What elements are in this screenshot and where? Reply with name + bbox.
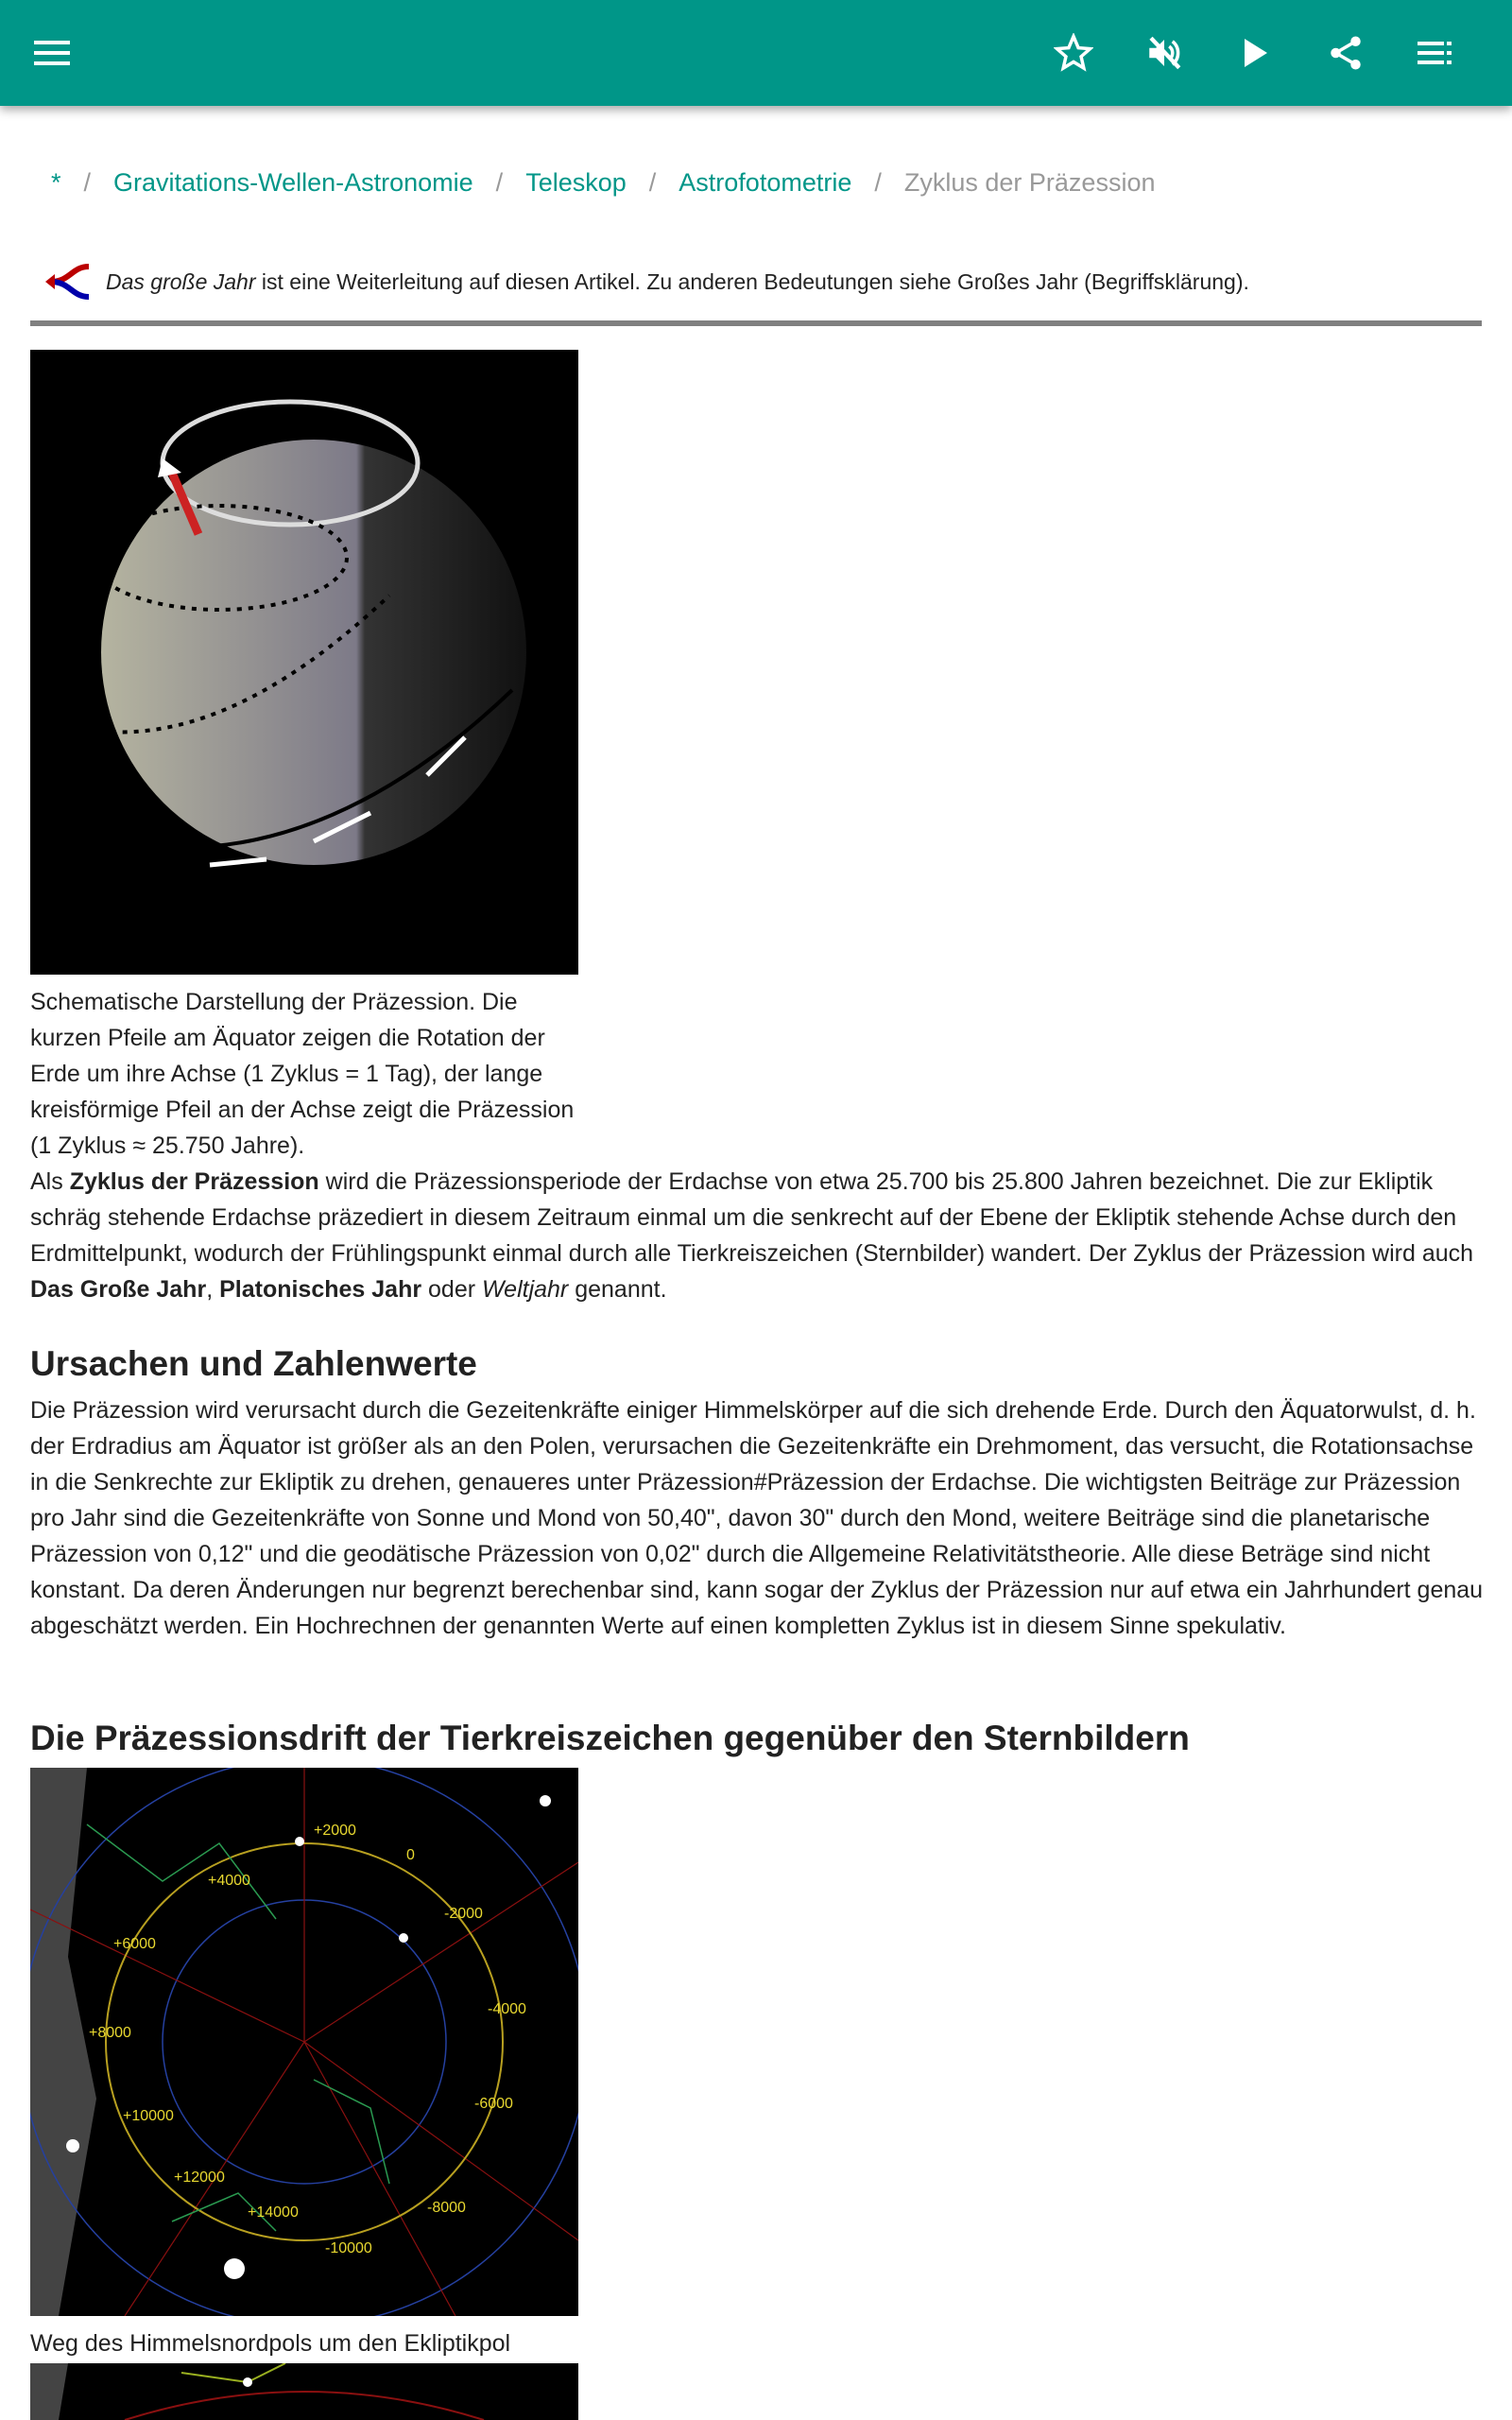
breadcrumb-item[interactable]: Astrofotometrie [679,168,852,197]
precession-diagram-image[interactable] [30,350,578,975]
play-icon[interactable] [1232,30,1278,76]
redirect-icon [43,263,93,301]
figure2-caption: Weg des Himmelsnordpols um den Ekliptikpol [30,2330,511,2357]
figure1-caption: Schematische Darstellung der Präzession. Die kurzen Pfeile am Äquator zeigen die Rotation der Erde um ihre Achse (1 Zyklus = 1 Tag), der lange kreisförmige Pfeil an der Achse zeigt die Präzession (1 Zyklus ≈ 25.750 Jahre). [30,989,575,1159]
breadcrumb: * / Gravitations-Wellen-Astronomie / Teleskop / Astrofotometrie / Zyklus der Präzession [51,168,1156,197]
intro-paragraph: Als Zyklus der Präzession wird die Präzessionsperiode der Erdachse von etwa 25.700 bis 25.800 Jahren bezeichnet. Die zur Ekliptik schräg stehende Erdachse präzediert in diesem Zeitraum einmal um die senkrecht auf der Ebene der Ekliptik stehende Achse durch den Erdmittelpunkt, wodurch der Frühlingspunkt einmal durch alle Tierkreiszeichen (Sternbilder) wandert. Der Zyklus der Präzession wird auch Das Große Jahr, Platonisches Jahr oder Weltjahr genannt. [30,1168,1474,1303]
share-icon[interactable] [1323,30,1368,76]
hatnote-title: Das große Jahr [106,268,256,294]
breadcrumb-item[interactable]: Gravitations-Wellen-Astronomie [113,168,473,197]
breadcrumb-item[interactable]: Teleskop [525,168,627,197]
section1-paragraph: Die Präzession wird verursacht durch die Gezeitenkräfte einiger Himmelskörper auf die sich drehende Erde. Durch den Äquatorwulst, d. h. der Erdradius am Äquator ist größer als an den Polen, verursachen die Gezeitenkräfte ein Drehmoment, das versucht, die Rotationsachse in die Senkrechte zur Ekliptik zu drehen, genaueres unter Präzession#Präzession der Erdachse. Die wichtigsten Beiträge zur Präzession pro Jahr sind die Gezeitenkräfte von Sonne und Mond von 50,40", davon 30" durch den Mond, weitere Beiträge sind die planetarische Präzession von 0,12" und die geodätische Präzession von 0,02" durch die Allgemeine Relativitätstheorie. Alle diese Beträge sind nicht konstant. Da deren Änderungen nur begrenzt berechenbar sind, kann sogar der Zyklus der Präzession nur auf etwa ein Jahrhundert genau abgeschätzt werden. Ein Hochrechnen der genannten Werte auf einen kompletten Zyklus ist in diesem Sinne spekulativ. [30,1397,1484,1639]
playlist-icon[interactable] [1414,30,1459,76]
hatnote [43,263,1249,301]
star-chart-image-2[interactable] [30,2363,578,2420]
breadcrumb-home[interactable]: * [51,168,61,197]
star-icon[interactable] [1051,30,1096,76]
epoch-labels: +2000 0 -2000 -4000 -6000 -8000 -10000 +14000 +12000 +10000 +8000 +6000 +4000 [89,1823,526,2256]
toolbar [0,0,1512,106]
star-chart-image[interactable] [30,1768,578,2316]
section-heading: Ursachen und Zahlenwerte [30,1344,477,1383]
volume-off-icon[interactable] [1142,30,1187,76]
divider [30,320,1482,326]
hatnote-text[interactable]: ist eine Weiterleitung auf diesen Artikel. Zu anderen Bedeutungen siehe Großes Jahr (Begriffsklärung). [255,268,1249,294]
section-heading: Die Präzessionsdrift der Tierkreiszeichen gegenüber den Sternbildern [30,1719,1190,1757]
menu-icon[interactable] [30,30,76,76]
breadcrumb-current: Zyklus der Präzession [903,168,1156,197]
